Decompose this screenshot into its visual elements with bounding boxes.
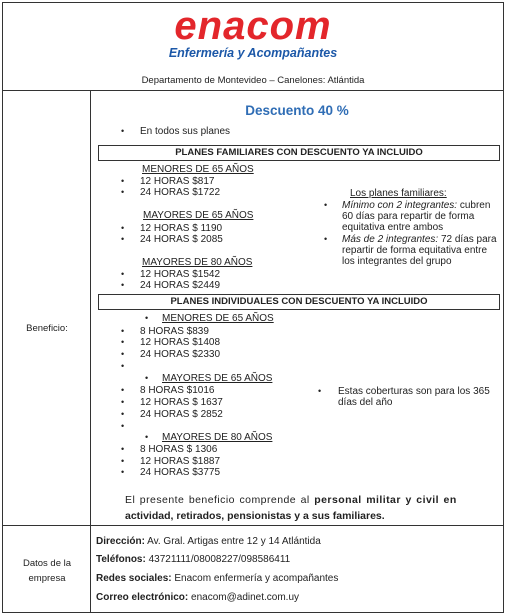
- bullet: •: [121, 349, 125, 359]
- bullet: •: [121, 444, 125, 454]
- address-line: [96, 536, 321, 547]
- family-note-item-2-line2: repartir de forma equitativa entre: [342, 245, 488, 256]
- company-label-cell: [2, 525, 91, 613]
- closing-line-2: actividad, retirados, pensionistas y a sus familiares.: [125, 510, 385, 522]
- bullet: •: [121, 326, 125, 336]
- bullet: •: [121, 337, 125, 347]
- closing-line-1: [125, 494, 457, 506]
- individual-group-heading: MENORES DE 65 AÑOS: [162, 313, 274, 324]
- individual-plan-item: 24 HORAS $ 2852: [140, 409, 223, 420]
- family-note-item-1-rest: cubren: [457, 200, 491, 211]
- family-group-heading: MAYORES DE 80 AÑOS: [142, 257, 253, 268]
- address-label: Dirección:: [96, 536, 145, 547]
- bullet: •: [324, 200, 328, 210]
- bullet: •: [145, 373, 149, 383]
- benefit-label-cell: [2, 90, 91, 526]
- document-sheet: [2, 2, 504, 613]
- scope-text: En todos sus planes: [140, 126, 231, 137]
- individual-note-line1: Estas coberturas son para los 365: [338, 386, 490, 397]
- family-note-item-1-lead: Mínimo con 2 integrantes:: [342, 200, 458, 211]
- family-plans-bar: PLANES FAMILIARES CON DESCUENTO YA INCLUIDO: [98, 145, 500, 161]
- email-line: [96, 592, 299, 603]
- individual-plan-item: 24 HORAS $2330: [140, 349, 221, 360]
- bullet: •: [121, 234, 125, 244]
- social-line: [96, 573, 338, 584]
- benefit-content-cell: [90, 90, 504, 526]
- individual-plan-item: 8 HORAS $839: [140, 326, 209, 337]
- family-group-heading: MAYORES DE 65 AÑOS: [143, 210, 254, 221]
- email-value[interactable]: enacom@adinet.com.uy: [188, 592, 300, 603]
- family-note-item-1: [342, 200, 490, 211]
- region-text: Departamento de Montevideo – Canelones: Atlántida: [141, 75, 365, 86]
- family-plan-item: 24 HORAS $ 2085: [140, 234, 223, 245]
- bullet: •: [121, 456, 125, 466]
- individual-plan-item: 12 HORAS $1887: [140, 456, 221, 467]
- header-cell: [2, 2, 504, 91]
- company-label-line2: empresa: [28, 573, 66, 584]
- company-label-line1: Datos de la: [22, 558, 72, 569]
- social-value: Enacom enfermería y acompañantes: [171, 573, 339, 584]
- family-note-item-1-line2: 60 días para repartir de forma: [342, 211, 475, 222]
- individual-plans-bar: PLANES INDIVIDUALES CON DESCUENTO YA INCLUIDO: [98, 294, 500, 310]
- family-plan-item: 24 HORAS $2449: [140, 280, 221, 291]
- brand-tagline: Enfermería y Acompañantes: [168, 46, 338, 60]
- bullet: •: [121, 409, 125, 419]
- individual-group-heading: MAYORES DE 80 AÑOS: [162, 432, 273, 443]
- bullet: •: [121, 280, 125, 290]
- family-note-item-2-lead: Más de 2 integrantes:: [342, 234, 439, 245]
- closing-bold-1: personal militar y civil en: [314, 494, 457, 506]
- family-note-heading: Los planes familiares:: [350, 188, 447, 199]
- bullet: •: [121, 421, 125, 431]
- bullet: •: [121, 176, 125, 186]
- family-note-item-2-line3: los integrantes del grupo: [342, 256, 452, 267]
- individual-note-line2: días del año: [338, 397, 393, 408]
- social-label: Redes sociales:: [96, 573, 172, 584]
- company-content-cell: [90, 525, 504, 613]
- family-plan-item: 12 HORAS $817: [140, 176, 215, 187]
- bullet: •: [324, 234, 328, 244]
- discount-title: Descuento 40 %: [245, 103, 349, 118]
- family-note-item-1-line3: equitativa entre ambos: [342, 222, 444, 233]
- family-plan-item: 24 HORAS $1722: [140, 187, 221, 198]
- bullet: •: [121, 467, 125, 477]
- bullet: •: [121, 361, 125, 371]
- individual-plan-item: 12 HORAS $ 1637: [140, 397, 223, 408]
- phones-value: 43721111/08008227/098586411: [145, 554, 291, 565]
- email-label: Correo electrónico:: [96, 592, 189, 603]
- bullet: •: [121, 223, 125, 233]
- benefit-label: Beneficio:: [26, 323, 68, 334]
- address-value: Av. Gral. Artigas entre 12 y 14 Atlántida: [144, 536, 321, 547]
- family-plan-item: 12 HORAS $1542: [140, 269, 221, 280]
- closing-plain: El presente beneficio comprende al: [125, 494, 315, 506]
- family-note-item-2-rest: 72 días para: [438, 234, 497, 245]
- brand-logo: enacom: [174, 4, 332, 48]
- bullet: •: [121, 269, 125, 279]
- individual-plan-item: 12 HORAS $1408: [140, 337, 221, 348]
- family-plan-item: 12 HORAS $ 1190: [140, 223, 223, 234]
- family-note-item-2: [342, 234, 497, 245]
- bullet: •: [121, 187, 125, 197]
- bullet: •: [121, 126, 125, 136]
- individual-group-heading: MAYORES DE 65 AÑOS: [162, 373, 273, 384]
- family-group-heading: MENORES DE 65 AÑOS: [142, 164, 254, 175]
- individual-plan-item: 8 HORAS $1016: [140, 385, 215, 396]
- bullet: •: [145, 432, 149, 442]
- individual-plan-item: 24 HORAS $3775: [140, 467, 221, 478]
- bullet: •: [318, 386, 322, 396]
- phones-label: Teléfonos:: [96, 554, 146, 565]
- bullet: •: [145, 313, 149, 323]
- bullet: •: [121, 397, 125, 407]
- phones-line: [96, 554, 290, 565]
- bullet: •: [121, 385, 125, 395]
- individual-plan-item: 8 HORAS $ 1306: [140, 444, 218, 455]
